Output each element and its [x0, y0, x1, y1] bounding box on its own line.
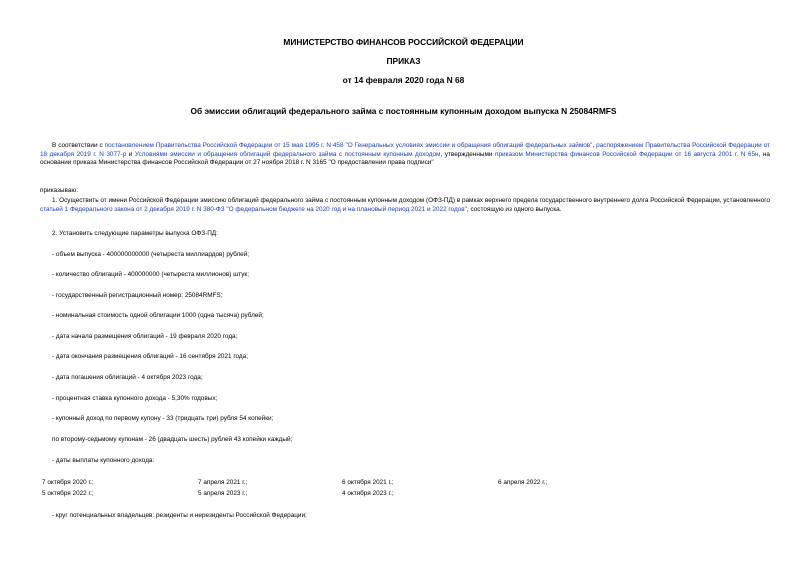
coupon-date: 7 апреля 2021 г.;: [198, 479, 248, 486]
preamble-paragraph: [40, 142, 770, 168]
preamble-text-1: В соответствии с: [52, 142, 105, 149]
param-end-placement-date: - дата окончания размещения облигаций - 16 сентября 2021 года;: [52, 353, 248, 360]
coupon-dates-row: [42, 489, 762, 500]
link-minfin-order-65n[interactable]: приказом Министерства финансов Российской Федерации от 16 августа 2001 г. N 65н: [495, 150, 759, 158]
coupon-date: 7 октября 2020 г.;: [42, 479, 94, 486]
param-volume: - объем выпуска - 400000000000 (четыреста миллиардов) рублей;: [52, 251, 250, 258]
link-federal-law-380fz[interactable]: статьей 1 Федерального закона от 2 декабря 2019 г. N 380-ФЗ "О федеральном бюджете на 2020 год и на плановый период 2021 и 2022 годов": [40, 205, 467, 213]
link-emission-conditions[interactable]: Условиями эмиссии и обращения облигаций федерального займа с постоянным купонным доходом: [134, 150, 441, 158]
param-coupon-rate: - процентная ставка купонного дохода - 5,30% годовых;: [52, 395, 218, 402]
coupon-dates-row: [42, 478, 762, 489]
param-nominal: - номинальная стоимость одной облигации 1000 (одна тысяча) рублей;: [52, 312, 264, 319]
param-start-date: - дата начала размещения облигаций - 19 февраля 2020 года;: [52, 333, 238, 340]
coupon-date: 5 апреля 2023 г.;: [198, 489, 248, 497]
param-maturity-date: - дата погашения облигаций - 4 октября 2023 года;: [52, 374, 203, 381]
coupon-date: 6 апреля 2022 г.;: [498, 479, 548, 486]
preamble-text-4: , утвержденными: [440, 150, 496, 158]
coupon-dates-table: [42, 478, 762, 499]
item-1-text-end: , состоящую из одного выпуска.: [466, 205, 562, 213]
preamble-text-5: , на основании приказа Министерства финансов Российской Федерации от 27 ноября 2018 г. N 3165 "О предоставлении права подписи": [40, 150, 770, 167]
ministry-heading: МИНИСТЕРСТВО ФИНАНСОВ РОССИЙСКОЙ ФЕДЕРАЦИИ: [283, 37, 524, 47]
param-reg-number: - государственный регистрационный номер: 25084RMFS;: [52, 292, 223, 299]
doc-title: Об эмиссии облигаций федерального займа с постоянным купонным доходом выпуска N 25084RMFS: [190, 106, 617, 116]
param-holders: - круг потенциальных владельцев: резиденты и нерезиденты Российской Федерации;: [52, 512, 307, 519]
link-government-order-3077r[interactable]: распоряжением Правительства Российской Федерации от 18 декабря 2019 г. N 3077-р: [40, 142, 771, 158]
item-1-paragraph: [40, 197, 770, 214]
param-first-coupon: - купонный доход по первому купону - 33 (тридцать три) рубля 54 копейки;: [52, 415, 274, 422]
item-2-title: 2. Установить следующие параметры выпуска ОФЗ-ПД:: [52, 230, 218, 237]
preamble-text-2: ,: [592, 142, 597, 149]
order-word: приказываю:: [40, 187, 78, 194]
param-coupon-dates-title: - даты выплаты купонного дохода:: [52, 457, 155, 464]
link-government-decree-458[interactable]: постановлением Правительства Российской Федерации от 15 мая 1995 г. N 458 "О Генеральных условиях эмиссии и обращения облигаций федеральных займов": [104, 142, 593, 149]
coupon-date: 4 октября 2023 г.;: [342, 489, 394, 497]
item-1-text: 1. Осуществить от имени Российской Федерации эмиссию облигаций федерального займа с постоянным купонным доходом (ОФЗ-ПД) в рамках верхнего предела государственного внутреннего долга Российской Федерации, установленного: [52, 197, 770, 204]
param-quantity: - количество облигаций - 400000000 (четыреста миллионов) штук;: [52, 271, 249, 278]
param-other-coupons: по второму-седьмому купонам - 26 (двадцать шесть) рублей 43 копейки каждый;: [52, 436, 293, 443]
doc-type-heading: ПРИКАЗ: [386, 56, 421, 66]
coupon-date: 5 октября 2022 г.;: [42, 489, 94, 497]
coupon-date: 6 октября 2021 г.;: [342, 479, 394, 486]
preamble-text-3: и: [126, 150, 135, 158]
doc-date-number: от 14 февраля 2020 года N 68: [342, 75, 465, 85]
